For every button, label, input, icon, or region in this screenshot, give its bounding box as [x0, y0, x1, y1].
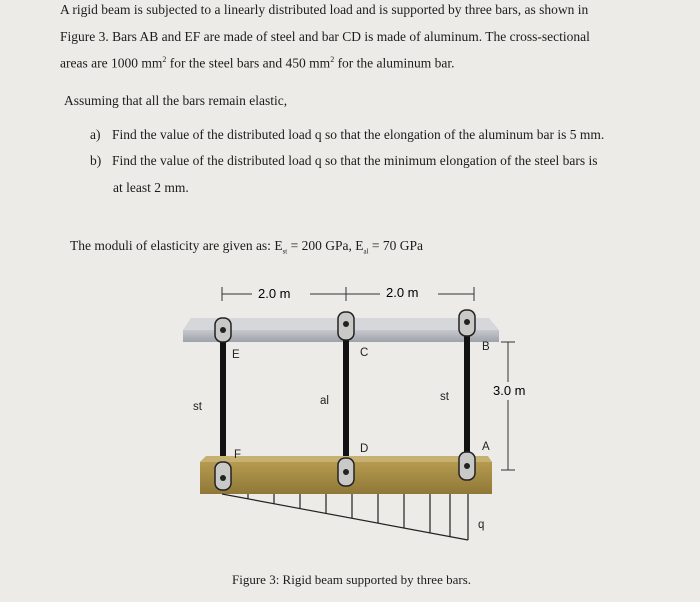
pin-f	[215, 462, 231, 490]
label-e: E	[232, 349, 240, 361]
problem-line-2: Figure 3. Bars AB and EF are made of steel and bar CD is made of aluminum. The cross-sectional	[60, 29, 590, 44]
label-c: C	[360, 347, 369, 359]
part-a: a) Find the value of the distributed load q so that the elongation of the aluminum bar is 5 mm.	[90, 127, 605, 142]
label-d: D	[360, 443, 369, 455]
problem-line-1: A rigid beam is subjected to a linearly distributed load and is supported by three bars, as shown in	[60, 2, 589, 17]
label-b: B	[482, 341, 490, 353]
label-st-left: st	[193, 401, 202, 413]
label-al: al	[320, 395, 329, 407]
moduli-text: The moduli of elasticity are given as: $E_{st} = 200$ GPa, $E_{al} = 70$ GPa	[70, 238, 424, 256]
label-a: A	[482, 441, 490, 453]
bar-cd	[343, 334, 349, 470]
dimension-line-height	[500, 342, 518, 470]
pin-a	[459, 452, 475, 480]
dim-right-label: 2.0 m	[386, 285, 419, 300]
dim-height-label: 3.0 m	[493, 383, 526, 398]
distributed-load	[222, 494, 468, 540]
pin-b	[459, 310, 475, 336]
label-st-right: st	[440, 391, 449, 403]
pin-e	[215, 318, 231, 342]
problem-line-3: areas are 1000 $mm^2$ for the steel bars and 450 $mm^2$ for the aluminum bar.	[60, 55, 455, 71]
dim-left-label: 2.0 m	[258, 286, 291, 301]
bar-ab	[464, 334, 470, 470]
part-b-continuation: at least 2 mm.	[113, 180, 189, 195]
figure-caption: Figure 3: Rigid beam supported by three bars.	[232, 572, 472, 587]
bar-ef	[220, 334, 226, 470]
pin-d	[338, 458, 354, 486]
assumption-text: Assuming that all the bars remain elastic,	[64, 93, 288, 108]
part-b: b) Find the value of the distributed load q so that the minimum elongation of the steel bars is	[90, 153, 598, 168]
label-f: F	[234, 449, 242, 461]
label-q: q	[478, 519, 485, 531]
pin-c	[338, 312, 354, 340]
